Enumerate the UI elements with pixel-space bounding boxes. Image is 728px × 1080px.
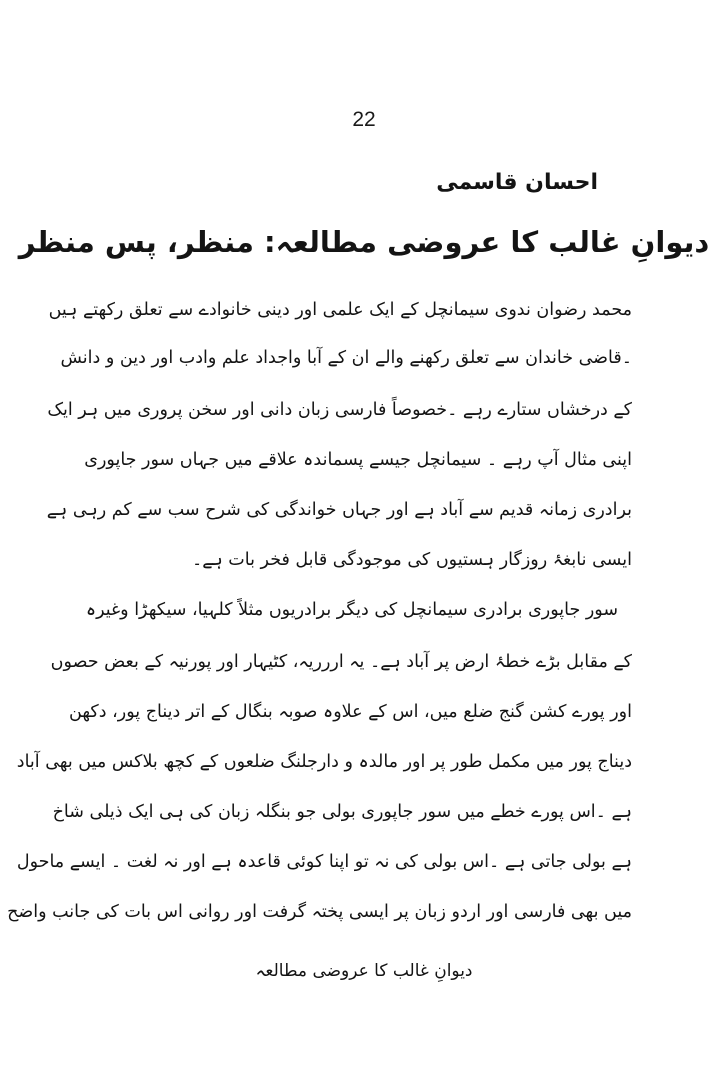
- author-name: احسان قاسمی: [436, 170, 598, 195]
- text-line: ہے ۔اس پورے خطے میں سور جاپوری بولی جو بنگلہ زبان کی ہی ایک ذیلی شاخ: [52, 802, 632, 822]
- text-line: سور جاپوری برادری سیمانچل کی دیگر برادریوں مثلاً کلہیا، سیکھڑا وغیرہ: [85, 600, 618, 620]
- text-line: محمد رضوان ندوی سیمانچل کے ایک علمی اور دینی خانوادے سے تعلق رکھتے ہیں: [48, 300, 632, 320]
- text-line: اور پورے کشن گنج ضلع میں، اس کے علاوہ صوبہ بنگال کے اتر دیناج پور، دکھن: [69, 702, 632, 722]
- text-line: ۔قاضی خاندان سے تعلق رکھنے والے ان کے آبا واجداد علم وادب اور دین و دانش: [60, 348, 632, 368]
- page-number: 22: [352, 108, 376, 131]
- text-line: اپنی مثال آپ رہے ۔ سیمانچل جیسے پسماندہ علاقے میں جہاں سور جاپوری: [84, 450, 632, 470]
- article-title: دیوانِ غالب کا عروضی مطالعہ: منظر، پس منظر: [18, 225, 710, 259]
- text-line: برادری زمانہ قدیم سے آباد ہے اور جہاں خواندگی کی شرح سب سے کم رہی ہے: [46, 500, 632, 520]
- text-line: دیناج پور میں مکمل طور پر اور مالدہ و دارجلنگ ضلعوں کے کچھ بلاکس میں بھی آباد: [16, 752, 632, 772]
- running-footer: دیوانِ غالب کا عروضی مطالعہ: [255, 961, 473, 981]
- text-line: کے درخشاں ستارے رہے ۔خصوصاً فارسی زبان دانی اور سخن پروری میں ہر ایک: [47, 400, 632, 420]
- text-line: ایسی نابغۂ روزگار ہستیوں کی موجودگی قابل فخر بات ہے۔: [191, 550, 632, 570]
- text-line: ہے بولی جاتی ہے ۔اس بولی کی نہ تو اپنا کوئی قاعدہ ہے اور نہ لغت ۔ ایسے ماحول: [16, 852, 632, 872]
- text-line: کے مقابل بڑے خطۂ ارض پر آباد ہے۔ یہ اررریہ، کٹیہار اور پورنیہ کے بعض حصوں: [50, 652, 632, 672]
- text-line: میں بھی فارسی اور اردو زبان پر ایسی پختہ گرفت اور روانی اس بات کی جانب واضح: [7, 902, 632, 922]
